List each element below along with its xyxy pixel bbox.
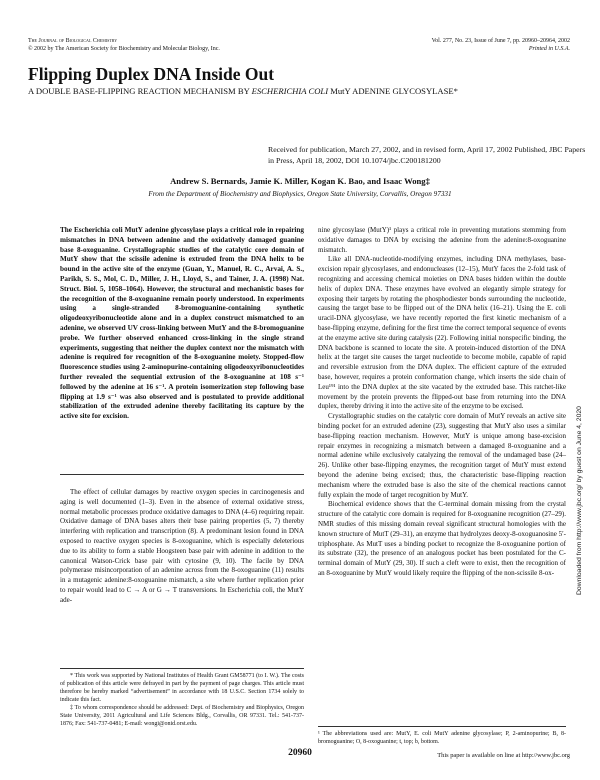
- abstract: The Escherichia coli MutY adenine glycosylase plays a critical role in repairing mismatches in DNA between adenine and the oxidatively damaged guanine base 8-oxoguanine. Crystallographic studies of the catalytic core domain of MutY show that the scissile adenine is extruded from the DNA helix to be bound in the active site of the enzyme (Guan, Y., Manuel, R. C., Arvai, A. S., Parikh, S. S., Mol, C. D., Miller, J. H., Lloyd, S., and Tainer, J. A. (1998) Nat. Struct. Biol. 5, 1058–1064). However, the structural and mechanistic bases for the recognition of the 8-oxoguanine remain poorly understood. In experiments using a single-stranded 8-bromoguanine-containing synthetic oligodeoxyribonucleotide alone and in a duplex construct mismatched to an adenine, we observed UV cross-linking between MutY and the 8-bromoguanine probe. We further observed enhanced cross-linking in the single strand experiments, suggesting that neither the duplex context nor the mismatch with adenine is required for recognition of the 8-oxoguanine moiety. Stopped-flow fluorescence studies using 2-aminopurine-containing oligodeoxyribonucleotides further revealed the sequential extrusion of the 8-oxoguanine at 108 s⁻¹ followed by the adenine at 16 s⁻¹. A protein isomerization step following base flipping at 1.9 s⁻¹ was also observed and is postulated to provide additional stabilization of the extruded adenine thereby facilitating its capture by the active site for excision.: [60, 226, 304, 421]
- subtitle-tail: MutY ADENINE GLYCOSYLASE*: [328, 86, 458, 96]
- paragraph: Crystallographic studies on the catalytic core domain of MutY reveals an active site binding pocket for an extruded adenine (23), suggesting that MutY also uses a similar base-flipping reaction mechanism. However, MutY is unique among base-excision repair enzymes in recognizing a mismatch between a damaged 8-oxoguanine and a normal adenine while exclusively catalyzing the removal of the undamaged base (24–26). Unlike other base-flipping enzymes, the recognition target of MutY must extend beyond the adenine being excised; thus, the characteristic base-flipping reaction mechanism where the extruded base is also the site of the chemical reactions cannot fully explain the mode of target recognition by MutY.: [318, 412, 566, 499]
- subtitle-organism: ESCHERICHIA COLI: [251, 86, 329, 96]
- journal-header: [28, 38, 348, 53]
- issue-header: [330, 38, 570, 53]
- copyright: © 2002 by The American Society for Biochemistry and Molecular Biology, Inc.: [28, 45, 220, 52]
- download-sidebar: [576, 406, 588, 607]
- footnote-funding: * This work was supported by National Institutes of Health Grant GM58771 (to I. W.). The costs of publication of this article were defrayed in part by the payment of page charges. This article must therefore be hereby marked “advertisement” in accordance with 18 U.S.C. Section 1734 solely to indicate this fact.: [60, 673, 304, 703]
- paragraph: Biochemical evidence shows that the C-terminal domain missing from the crystal structure of the catalytic core domain is required for 8-oxoguanine recognition (27–29). NMR studies of this missing domain reveal significant structural homologies with the known structure of MutT (29–31), an enzyme that hydrolyzes deoxy-8-oxoguanosine 5′-triphosphate. As MutT uses a binding pocket to recognize the 8-oxoguanine portion of its substrate (32), the presence of an analogous pocket has been postulated for the C-terminal domain of MutY (29, 30). If such a cleft were to exist, then the recognition of an 8-oxoguanine by MutY would likely require the flipping of the non-scissile 8-ox-: [318, 500, 566, 577]
- page-number: 20960: [288, 748, 312, 758]
- footnote-correspondence: ‡ To whom correspondence should be addressed: Dept. of Biochemistry and Biophysics, Oregon State University, 2011 Agricultural and Life Sciences Bldg., Corvallis, OR 97331. Tel.: 541-737-1876; Fax: 541-737-0481; E-mail: wongi@onid.orst.edu.: [60, 705, 304, 727]
- footnote-rule: [60, 668, 304, 669]
- footer-url-note: This paper is available on line at http://www.jbc.org: [437, 752, 570, 759]
- body-column-left: [60, 488, 304, 606]
- article-title: Flipping Duplex DNA Inside Out: [28, 64, 275, 84]
- paragraph: nine glycosylase (MutY)¹ plays a critical role in preventing mutations stemming from oxidative damages to DNA by excising the adenine from the adenine:8-oxoguanine mismatch.: [318, 226, 566, 254]
- body-column-right: [318, 226, 566, 579]
- footnotes-left: [60, 672, 304, 728]
- abstract-divider: [60, 474, 304, 475]
- journal-name: The Journal of Biological Chemistry: [28, 38, 118, 44]
- publication-dates: Received for publication, March 27, 2002, and in revised form, April 17, 2002 Published, JBC Papers in Press, April 18, 2002, DOI 10.1074/jbc.C200181200: [268, 145, 586, 165]
- paragraph: The effect of cellular damages by reactive oxygen species in carcinogenesis and aging is well documented (1–3). Even in the absence of external oxidative stress, normal metabolic processes produce oxidative damages to DNA (4–6) requiring repair. Oxidative damage of DNA bases alters their base pairing properties (5, 7) thereby interfering with replication and transcription (8). A predominant lesion found in DNA exposed to reactive oxygen species is 8-oxoguanine, which is especially deleterious due to its ability to form a stable Hoogsteen base pair with adenine in addition to the canonical Watson-Crick base pair with cytosine (9, 10). The facile by DNA polymerase misincorporation of an adenine across from the 8-oxoguanine (11) results in a mutagenic adenine:8-oxoguanine mismatch, a site where further replication prior to repair would lead to C → A or G → T transversions. In Escherichia coli, the MutY ade-: [60, 488, 304, 604]
- paragraph: Like all DNA-nucleotide-modifying enzymes, including DNA methylases, base-excision repair glycosylases, and endonucleases (12–15), MutY faces the 2-fold task of recognizing and accessing chemical moieties on DNA bases hidden within the double helix of duplex DNA. These enzymes have evolved an elegantly simple strategy for exposing their targets by rotating the phosphodiester bonds surrounding the nucleotide, causing the target base to be flipped out of the DNA helix (16–21). Using the E. coli uracil-DNA glycosylase, we have recently reported the first kinetic mechanism of a base-flipping enzyme, defining for the first time the correct temporal sequence of events at the enzyme active site during catalysis (22). Following initial nonspecific binding, the DNA backbone is scanned to locate the site. A protein-induced distortion of the DNA helix at the target site causes the target nucleotide to become mobile, capable of rapid and reversible extrusion from the DNA duplex. The efficient capture of the extruded base, however, requires a protein conformation change, which inserts the side chain of Leu¹⁹¹ into the DNA duplex at the site vacated by the extruded base. This ratchet-like movement by the protein prevents the flipped-out base from returning into the DNA duplex, thereby driving it into the active site of the enzyme to be excised.: [318, 255, 566, 411]
- download-notice: Downloaded from http://www.jbc.org/ by guest on June 4, 2020: [576, 406, 583, 595]
- affiliation: From the Department of Biochemistry and Biophysics, Oregon State University, Corvallis, Oregon 97331: [148, 190, 452, 198]
- printed-in: Printed in U.S.A.: [528, 45, 570, 52]
- footnote-abbreviations: ¹ The abbreviations used are: MutY, E. coli MutY adenine glycosylase; P, 2-aminopurine; B, 8-bromoguanine; O, 8-oxoguanine; t, top; b, bottom.: [318, 731, 566, 745]
- volume-info: Vol. 277, No. 23, Issue of June 7, pp. 20960–20964, 2002: [431, 38, 570, 44]
- author-list: Andrew S. Bernards, Jamie K. Miller, Kogan K. Bao, and Isaac Wong‡: [170, 176, 430, 186]
- article-subtitle: [28, 86, 498, 97]
- footnote-rule: [318, 726, 566, 727]
- subtitle-lead: A DOUBLE BASE-FLIPPING REACTION MECHANISM BY: [28, 86, 252, 96]
